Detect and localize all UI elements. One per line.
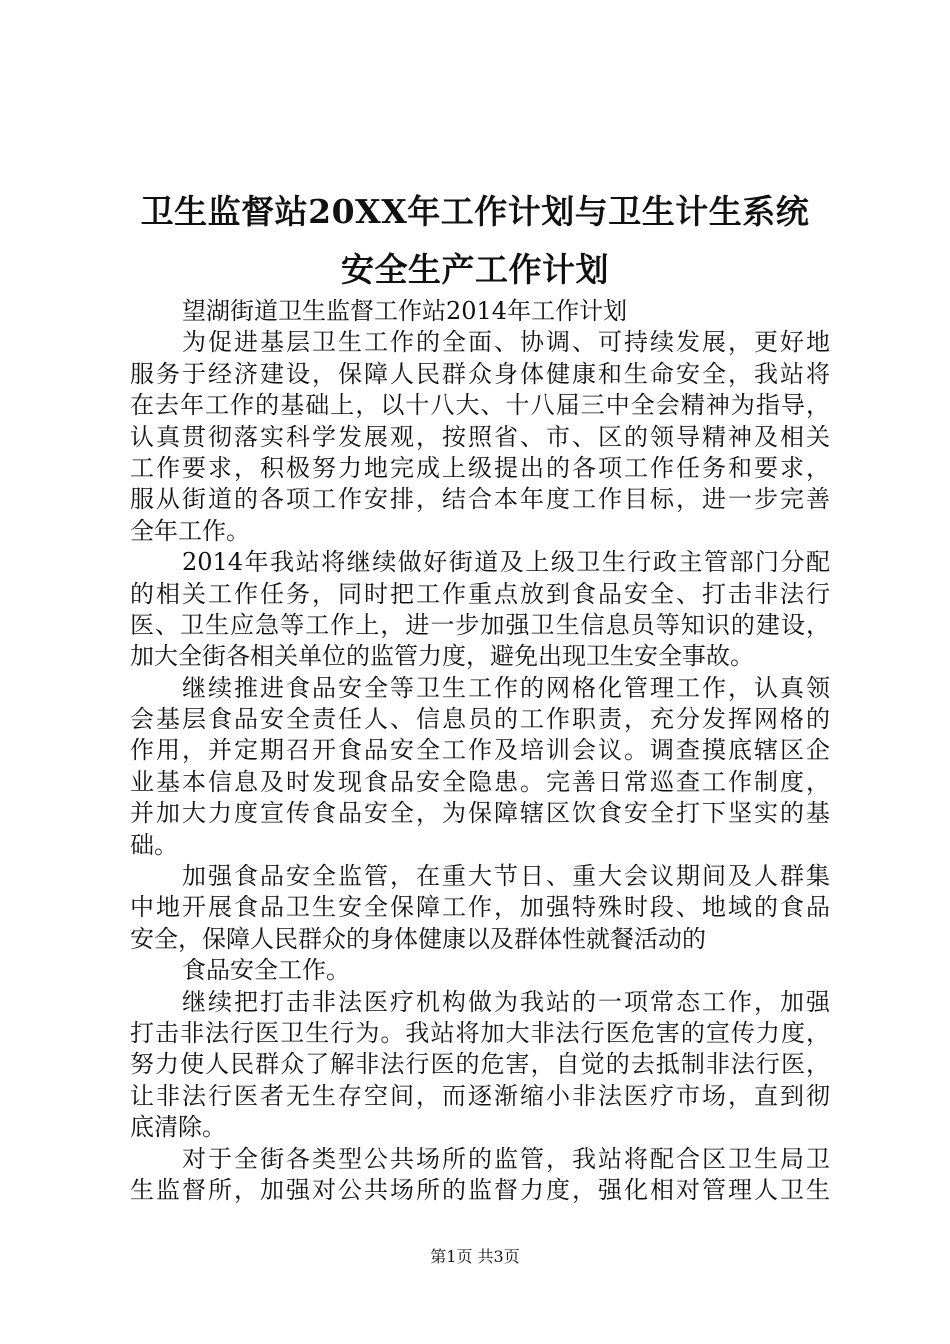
text-line: 让非法行医者无生存空间，而逐渐缩小非法医疗市场，直到彻 — [130, 1081, 830, 1110]
text-line: 服从街道的各项工作安排，结合本年度工作目标，进一步完善 — [130, 485, 830, 514]
text-line: 全年工作。 — [130, 516, 250, 545]
text-line: 安全，保障人民群众的身体健康以及群体性就餐活动的 — [130, 924, 706, 953]
document-title-line-1: 卫生监督站20XX年工作计划与卫生计生系统 — [140, 192, 810, 231]
text-line: 医、卫生应急等工作上，进一步加强卫生信息员等知识的建设， — [130, 610, 830, 639]
text-line: 2014年我站将继续做好街道及上级卫生行政主管部门分配 — [182, 548, 830, 577]
text-line: 加强食品安全监管，在重大节日、重大会议期间及人群集 — [182, 862, 830, 891]
text-line: 加大全街各相关单位的监管力度，避免出现卫生安全事故。 — [130, 642, 754, 671]
text-line: 并加大力度宣传食品安全，为保障辖区饮食安全打下坚实的基 — [130, 799, 830, 828]
text-line: 为促进基层卫生工作的全面、协调、可持续发展，更好地 — [182, 328, 830, 357]
text-line: 继续推进食品安全等卫生工作的网格化管理工作，认真领 — [182, 673, 830, 702]
page-number-footer: 第1页 共3页 — [430, 1247, 520, 1266]
text-line: 服务于经济建设，保障人民群众身体健康和生命安全，我站将 — [130, 359, 830, 388]
text-line: 业基本信息及时发现食品安全隐患。完善日常巡查工作制度， — [130, 767, 830, 796]
text-line: 作用，并定期召开食品安全工作及培训会议。调查摸底辖区企 — [130, 736, 830, 765]
document-title-line-2: 安全生产工作计划 — [341, 250, 609, 289]
document-body — [130, 296, 830, 1206]
text-line: 努力使人民群众了解非法行医的危害，自觉的去抵制非法行医， — [130, 1050, 830, 1079]
text-line: 认真贯彻落实科学发展观，按照省、市、区的领导精神及相关 — [130, 422, 830, 451]
text-line: 中地开展食品卫生安全保障工作，加强特殊时段、地域的食品 — [130, 893, 830, 922]
text-line: 在去年工作的基础上，以十八大、十八届三中全会精神为指导， — [130, 391, 830, 420]
text-line: 食品安全工作。 — [182, 956, 350, 985]
text-line: 打击非法行医卫生行为。我站将加大非法行医危害的宣传力度， — [130, 1018, 830, 1047]
text-line: 础。 — [130, 830, 178, 859]
text-line: 底清除。 — [130, 1113, 226, 1142]
text-line: 望湖街道卫生监督工作站2014年工作计划 — [182, 297, 628, 325]
text-line: 生监督所，加强对公共场所的监督力度，强化相对管理人卫生 — [130, 1175, 830, 1204]
text-line: 继续把打击非法医疗机构做为我站的一项常态工作，加强 — [182, 987, 830, 1016]
text-line: 会基层食品安全责任人、信息员的工作职责，充分发挥网格的 — [130, 705, 830, 734]
text-line: 对于全街各类型公共场所的监管，我站将配合区卫生局卫 — [182, 1144, 830, 1173]
text-line: 工作要求，积极努力地完成上级提出的各项工作任务和要求， — [130, 453, 830, 482]
text-line: 的相关工作任务，同时把工作重点放到食品安全、打击非法行 — [130, 579, 830, 608]
